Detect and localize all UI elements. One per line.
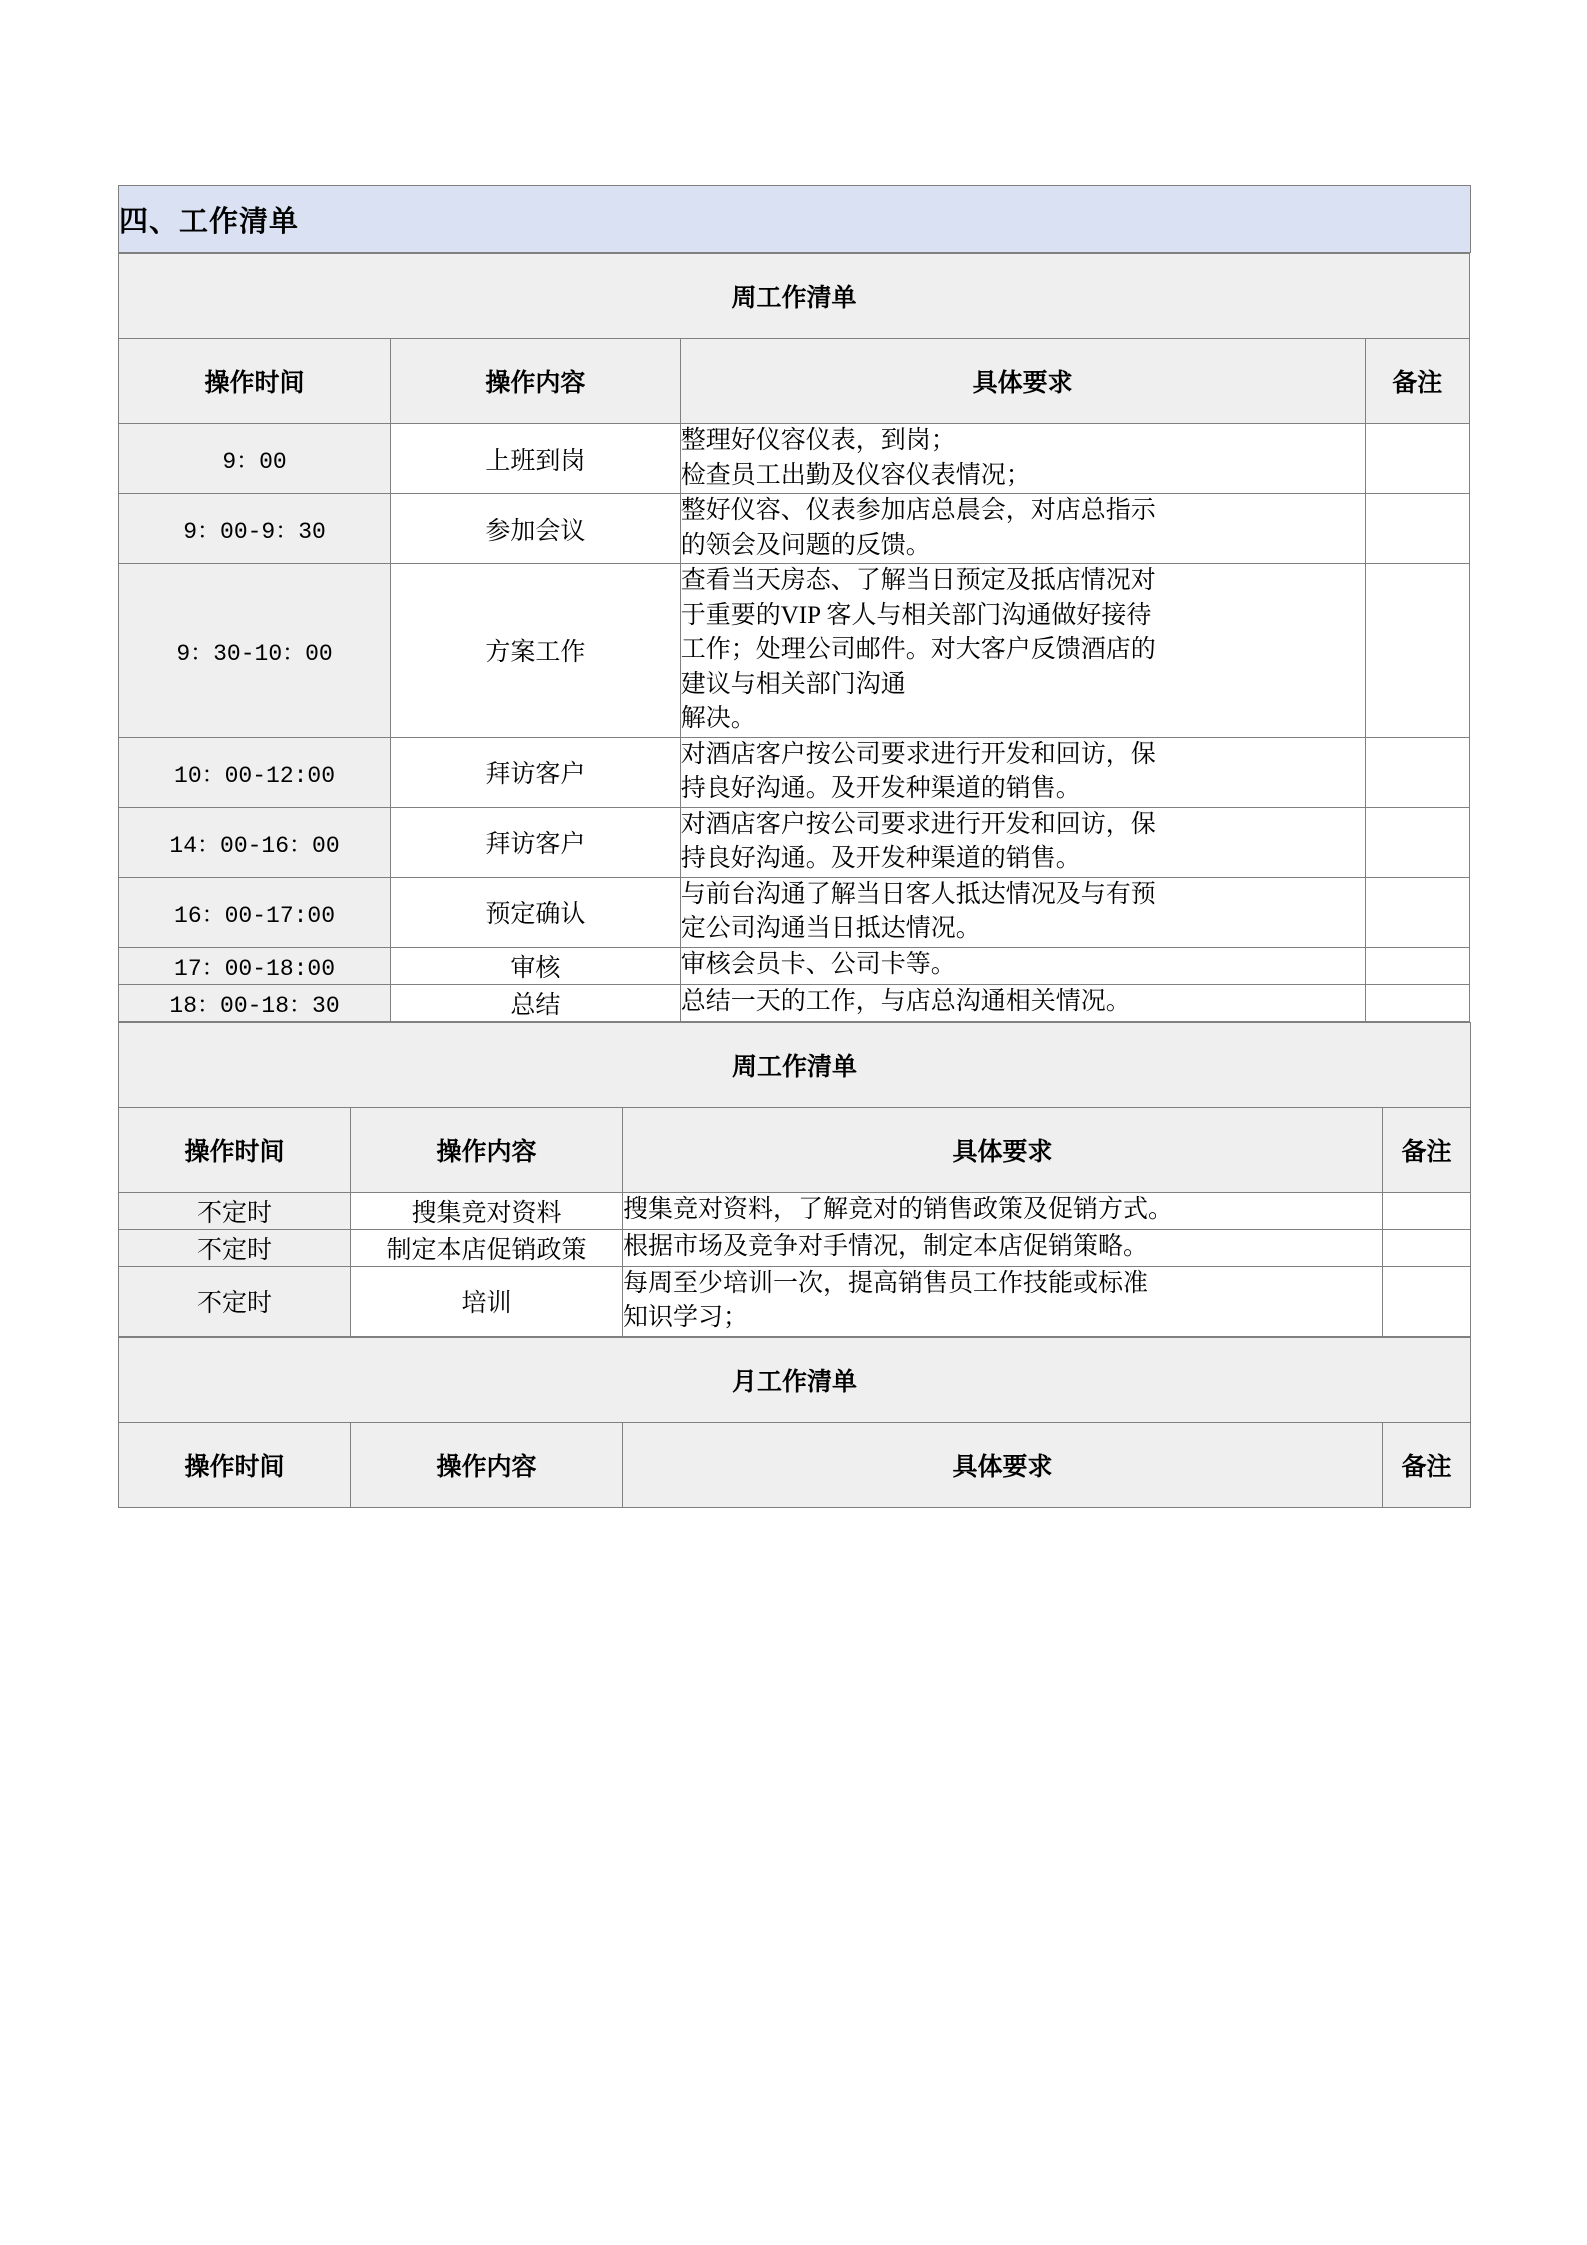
requirement-line: 整理好仪容仪表，到岗； bbox=[680, 427, 956, 454]
cell-time: 14：00-16：00 bbox=[119, 807, 391, 877]
requirement-line: 对酒店客户按公司要求进行开发和回访，保 bbox=[680, 810, 1156, 838]
cell-note bbox=[1365, 984, 1469, 1021]
cell-note bbox=[1365, 807, 1469, 877]
requirement-line: 与前台沟通了解当日客人抵达情况及与有预 bbox=[680, 880, 1156, 908]
cell-note bbox=[1365, 737, 1469, 807]
cell-task: 拜访客户 bbox=[391, 737, 681, 807]
cell-task: 培训 bbox=[351, 1266, 623, 1336]
cell-task: 审核 bbox=[391, 947, 681, 984]
cell-task: 总结 bbox=[391, 984, 681, 1021]
cell-time: 不定时 bbox=[119, 1192, 351, 1229]
cell-time: 9：00 bbox=[119, 424, 391, 494]
column-header-time: 操作时间 bbox=[119, 1107, 351, 1192]
cell-note bbox=[1365, 424, 1469, 494]
requirement-line: 定公司沟通当日抵达情况。 bbox=[680, 915, 981, 942]
cell-requirement bbox=[680, 737, 1365, 807]
requirement-line: 总结一天的工作，与店总沟通相关情况。 bbox=[680, 988, 1131, 1016]
column-header-note: 备注 bbox=[1365, 339, 1469, 424]
column-header-row-2 bbox=[119, 1107, 1471, 1192]
cell-time: 9：30-10：00 bbox=[119, 564, 391, 738]
cell-time: 10：00-12:00 bbox=[119, 737, 391, 807]
checklist-table-section-3 bbox=[118, 1337, 1471, 1508]
cell-time: 不定时 bbox=[119, 1229, 351, 1266]
column-header-note: 备注 bbox=[1383, 1422, 1471, 1507]
requirement-line: 知识学习； bbox=[623, 1304, 749, 1331]
cell-task: 上班到岗 bbox=[391, 424, 681, 494]
cell-time: 16：00-17:00 bbox=[119, 877, 391, 947]
requirement-line: 根据市场及竞争对手情况，制定本店促销策略。 bbox=[623, 1233, 1149, 1261]
section-banner-title: 四、工作清单 bbox=[119, 186, 1471, 253]
cell-requirement bbox=[623, 1192, 1383, 1229]
requirement-line: 对酒店客户按公司要求进行开发和回访，保 bbox=[680, 740, 1156, 768]
section-title-2: 周工作清单 bbox=[119, 1022, 1471, 1107]
requirement-line: 于重要的VIP 客人与相关部门沟通做好接待 bbox=[680, 601, 1152, 629]
column-header-requirement: 具体要求 bbox=[680, 339, 1365, 424]
cell-requirement bbox=[623, 1229, 1383, 1266]
cell-note bbox=[1365, 877, 1469, 947]
requirement-line: 解决。 bbox=[680, 705, 756, 732]
column-header-task: 操作内容 bbox=[351, 1422, 623, 1507]
column-header-requirement: 具体要求 bbox=[623, 1422, 1383, 1507]
table-row bbox=[119, 186, 1471, 253]
cell-requirement bbox=[680, 424, 1365, 494]
requirement-line: 工作；处理公司邮件。对大客户反馈酒店的 bbox=[680, 636, 1156, 663]
cell-task: 搜集竞对资料 bbox=[351, 1192, 623, 1229]
cell-task: 拜访客户 bbox=[391, 807, 681, 877]
requirement-line: 审核会员卡、公司卡等。 bbox=[680, 951, 956, 979]
table-row bbox=[119, 947, 1470, 984]
cell-requirement bbox=[680, 807, 1365, 877]
cell-task: 制定本店促销政策 bbox=[351, 1229, 623, 1266]
table-row bbox=[119, 1266, 1471, 1336]
cell-requirement bbox=[623, 1266, 1383, 1336]
cell-note bbox=[1365, 947, 1469, 984]
cell-note bbox=[1365, 494, 1469, 564]
section-title-row-1 bbox=[119, 254, 1470, 339]
table-row bbox=[119, 807, 1470, 877]
cell-requirement bbox=[680, 877, 1365, 947]
cell-time: 不定时 bbox=[119, 1266, 351, 1336]
section-title-row-2 bbox=[119, 1022, 1471, 1107]
column-header-row-3 bbox=[119, 1422, 1471, 1507]
table-row bbox=[119, 984, 1470, 1021]
table-row bbox=[119, 737, 1470, 807]
section-title-3: 月工作清单 bbox=[119, 1337, 1471, 1422]
work-checklist-banner-table bbox=[118, 185, 1471, 253]
section-title-1: 周工作清单 bbox=[119, 254, 1470, 339]
requirement-line: 每周至少培训一次，提高销售员工作技能或标准 bbox=[623, 1269, 1149, 1297]
cell-requirement bbox=[680, 494, 1365, 564]
section-title-row-3 bbox=[119, 1337, 1471, 1422]
cell-task: 参加会议 bbox=[391, 494, 681, 564]
requirement-line: 整好仪容、仪表参加店总晨会，对店总指示 bbox=[680, 497, 1156, 524]
cell-task: 预定确认 bbox=[391, 877, 681, 947]
requirement-line: 的领会及问题的反馈。 bbox=[680, 531, 931, 559]
cell-note bbox=[1383, 1192, 1471, 1229]
cell-note bbox=[1365, 564, 1469, 738]
cell-requirement bbox=[680, 564, 1365, 738]
column-header-time: 操作时间 bbox=[119, 339, 391, 424]
requirement-line: 查看当天房态、了解当日预定及抵店情况对 bbox=[680, 567, 1156, 594]
cell-note bbox=[1383, 1266, 1471, 1336]
cell-note bbox=[1383, 1229, 1471, 1266]
table-row bbox=[119, 1229, 1471, 1266]
checklist-table-section-2 bbox=[118, 1022, 1471, 1337]
requirement-line: 建议与相关部门沟通 bbox=[680, 670, 906, 698]
cell-time: 18：00-18：30 bbox=[119, 984, 391, 1021]
requirement-line: 检查员工出勤及仪容仪表情况； bbox=[680, 461, 1031, 489]
cell-task: 方案工作 bbox=[391, 564, 681, 738]
column-header-note: 备注 bbox=[1383, 1107, 1471, 1192]
table-row bbox=[119, 494, 1470, 564]
column-header-task: 操作内容 bbox=[351, 1107, 623, 1192]
column-header-requirement: 具体要求 bbox=[623, 1107, 1383, 1192]
cell-requirement bbox=[680, 984, 1365, 1021]
cell-time: 9：00-9：30 bbox=[119, 494, 391, 564]
requirement-line: 持良好沟通。及开发种渠道的销售。 bbox=[680, 845, 1081, 872]
cell-time: 17：00-18:00 bbox=[119, 947, 391, 984]
table-row bbox=[119, 877, 1470, 947]
requirement-line: 搜集竞对资料，了解竞对的销售政策及促销方式。 bbox=[623, 1196, 1174, 1224]
checklist-table-section-1 bbox=[118, 253, 1470, 1022]
table-row bbox=[119, 564, 1470, 738]
table-row bbox=[119, 424, 1470, 494]
requirement-line: 持良好沟通。及开发种渠道的销售。 bbox=[680, 775, 1081, 802]
column-header-row-1 bbox=[119, 339, 1470, 424]
table-row bbox=[119, 1192, 1471, 1229]
cell-requirement bbox=[680, 947, 1365, 984]
column-header-time: 操作时间 bbox=[119, 1422, 351, 1507]
column-header-task: 操作内容 bbox=[391, 339, 681, 424]
